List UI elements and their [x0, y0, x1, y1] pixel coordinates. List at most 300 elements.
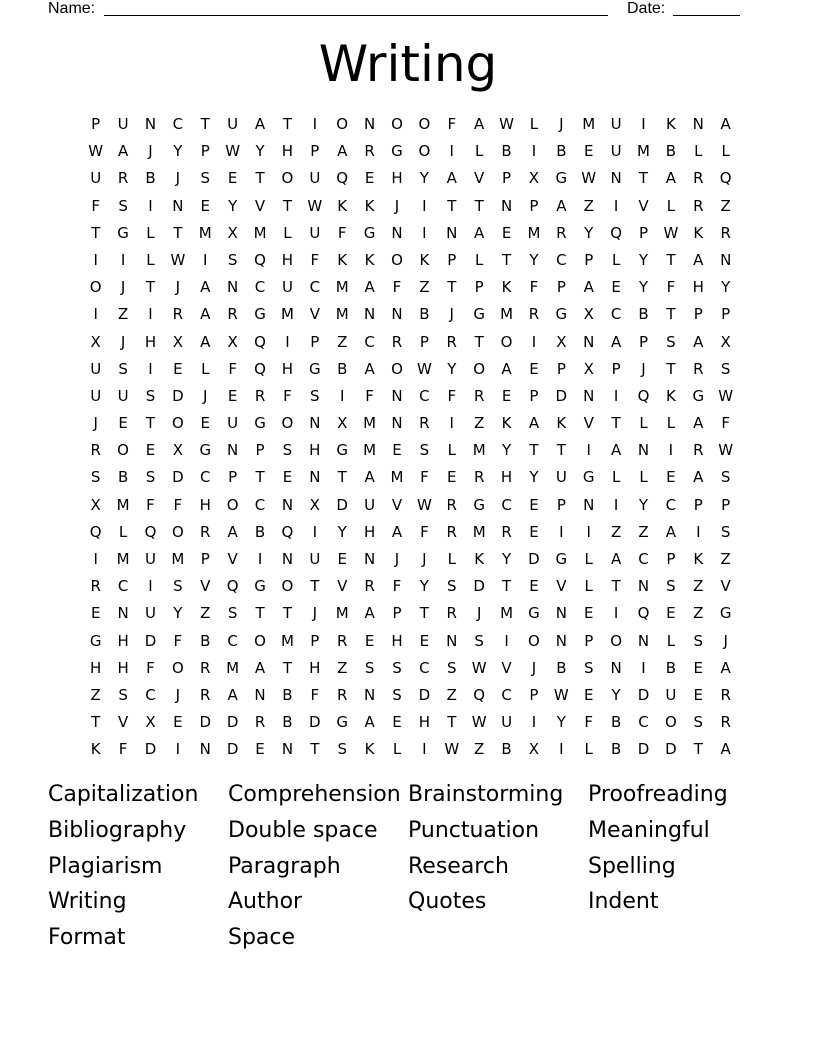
- grid-letter: L: [639, 468, 648, 487]
- grid-letter: L: [666, 196, 676, 215]
- grid-letter: F: [283, 386, 292, 405]
- grid-letter: H: [117, 631, 129, 650]
- grid-letter: M: [363, 441, 377, 460]
- grid-letter: K: [556, 414, 567, 433]
- word-list-item: Paragraph: [228, 853, 341, 879]
- grid-letter: O: [171, 522, 184, 541]
- grid-letter: H: [309, 441, 321, 460]
- grid-letter: S: [583, 658, 594, 677]
- page-title: Writing: [318, 35, 498, 93]
- grid-letter: D: [226, 740, 239, 759]
- grid-letter: P: [200, 142, 210, 161]
- grid-letter: R: [473, 468, 485, 487]
- grid-letter: D: [144, 631, 157, 650]
- grid-letter: I: [148, 577, 153, 596]
- grid-letter: T: [666, 359, 676, 378]
- grid-letter: P: [447, 250, 457, 269]
- grid-letter: F: [310, 685, 320, 704]
- grid-letter: N: [555, 604, 567, 623]
- grid-letter: D: [473, 577, 485, 596]
- grid-letter: I: [613, 386, 619, 405]
- grid-letter: O: [171, 414, 184, 433]
- grid-letter: A: [227, 522, 238, 541]
- grid-letter: N: [309, 468, 321, 487]
- grid-letter: T: [447, 278, 457, 297]
- grid-letter: E: [282, 468, 293, 487]
- grid-letter: K: [474, 550, 485, 568]
- grid-letter: L: [283, 223, 292, 242]
- grid-letter: B: [419, 305, 430, 324]
- grid-letter: T: [91, 713, 101, 732]
- grid-letter: W: [718, 441, 734, 460]
- grid-letter: J: [120, 278, 126, 297]
- grid-letter: C: [227, 631, 238, 650]
- grid-letter: V: [501, 658, 512, 677]
- grid-letter: O: [391, 250, 403, 269]
- grid-letter: U: [281, 278, 293, 297]
- grid-letter: W: [416, 495, 432, 514]
- grid-letter: I: [148, 196, 153, 215]
- grid-letter: U: [309, 550, 321, 568]
- grid-letter: C: [501, 685, 512, 704]
- grid-letter: I: [696, 522, 701, 541]
- grid-letter: N: [363, 115, 376, 133]
- grid-letter: U: [227, 115, 239, 133]
- grid-letter: G: [199, 441, 212, 460]
- grid-letter: X: [172, 332, 183, 351]
- grid-letter: P: [529, 386, 539, 405]
- grid-letter: O: [391, 359, 403, 378]
- grid-letter: Y: [529, 250, 539, 269]
- grid-letter: R: [200, 522, 211, 541]
- grid-letter: V: [227, 550, 238, 568]
- grid-letter: V: [309, 305, 320, 324]
- grid-letter: E: [611, 278, 621, 297]
- grid-letter: E: [419, 631, 430, 650]
- grid-letter: U: [90, 359, 102, 378]
- grid-letter: N: [583, 332, 595, 351]
- grid-letter: X: [337, 414, 348, 433]
- grid-letter: V: [556, 577, 567, 596]
- grid-letter: C: [419, 386, 430, 405]
- grid-letter: B: [200, 631, 211, 650]
- grid-letter: A: [364, 604, 375, 623]
- name-label: Name:: [48, 0, 96, 17]
- grid-letter: K: [337, 250, 348, 269]
- grid-letter: R: [446, 604, 457, 623]
- grid-letter: C: [200, 468, 211, 487]
- grid-letter: F: [228, 359, 237, 378]
- grid-letter: R: [391, 332, 403, 351]
- grid-letter: C: [117, 577, 129, 596]
- grid-letter: N: [637, 631, 650, 650]
- grid-letter: K: [337, 196, 348, 215]
- grid-letter: Z: [720, 196, 731, 215]
- grid-letter: I: [175, 740, 181, 759]
- grid-letter: F: [173, 631, 183, 650]
- grid-letter: I: [422, 223, 427, 242]
- grid-letter: F: [721, 414, 730, 433]
- grid-letter: R: [364, 142, 375, 161]
- grid-letter: S: [200, 169, 211, 188]
- grid-letter: G: [89, 631, 102, 650]
- grid-letter: Z: [474, 740, 485, 759]
- grid-letter: Y: [638, 278, 649, 297]
- grid-letter: M: [472, 522, 486, 541]
- grid-letter: L: [201, 359, 210, 378]
- grid-letter: I: [504, 631, 509, 650]
- grid-letter: M: [637, 142, 650, 161]
- grid-letter: I: [559, 522, 564, 541]
- grid-letter: F: [146, 658, 155, 677]
- grid-letter: Y: [611, 685, 621, 704]
- grid-letter: Q: [144, 522, 157, 541]
- grid-letter: A: [364, 359, 375, 378]
- grid-letter: C: [145, 685, 156, 704]
- grid-letter: S: [118, 196, 128, 215]
- grid-letter: R: [227, 305, 238, 324]
- grid-letter: W: [444, 740, 460, 759]
- grid-letter: V: [200, 577, 211, 596]
- grid-letter: R: [693, 441, 704, 460]
- grid-letter: N: [281, 740, 294, 759]
- grid-letter: W: [553, 685, 569, 704]
- grid-letter: M: [280, 305, 294, 324]
- grid-letter: S: [720, 522, 731, 541]
- grid-letter: A: [200, 305, 211, 324]
- grid-letter: O: [500, 332, 513, 351]
- grid-letter: O: [418, 142, 431, 161]
- grid-letter: H: [391, 631, 403, 650]
- grid-letter: G: [254, 414, 266, 433]
- grid-letter: M: [390, 468, 404, 487]
- grid-letter: H: [281, 250, 294, 269]
- grid-letter: S: [666, 577, 676, 596]
- grid-letter: S: [282, 441, 293, 460]
- grid-letter: N: [363, 305, 376, 324]
- grid-letter: G: [555, 550, 568, 568]
- grid-letter: I: [312, 522, 318, 541]
- grid-letter: F: [392, 577, 402, 596]
- grid-letter: J: [531, 658, 537, 677]
- grid-letter: P: [721, 495, 731, 514]
- grid-letter: A: [227, 685, 238, 704]
- grid-letter: I: [449, 142, 454, 161]
- grid-letter: T: [666, 250, 676, 269]
- grid-letter: F: [529, 278, 539, 297]
- grid-letter: R: [90, 441, 101, 460]
- grid-letter: O: [281, 169, 294, 188]
- grid-letter: F: [173, 495, 183, 514]
- grid-letter: R: [693, 196, 704, 215]
- grid-letter: V: [337, 577, 348, 596]
- grid-letter: A: [474, 223, 485, 242]
- grid-letter: Q: [254, 359, 266, 378]
- grid-letter: I: [93, 250, 98, 269]
- grid-letter: C: [610, 305, 622, 324]
- grid-letter: E: [693, 685, 704, 704]
- grid-letter: L: [146, 250, 155, 269]
- grid-letter: P: [556, 278, 566, 297]
- grid-letter: Y: [556, 713, 566, 732]
- grid-letter: O: [281, 414, 294, 433]
- grid-letter: J: [175, 169, 181, 188]
- grid-letter: Y: [173, 142, 183, 161]
- grid-letter: I: [93, 550, 98, 568]
- grid-letter: F: [420, 522, 429, 541]
- grid-letter: N: [199, 740, 211, 759]
- grid-letter: D: [172, 386, 184, 405]
- grid-letter: N: [281, 550, 294, 568]
- grid-letter: U: [501, 713, 513, 732]
- grid-letter: O: [473, 359, 486, 378]
- grid-letter: I: [203, 250, 208, 269]
- grid-letter: I: [613, 196, 619, 215]
- grid-letter: H: [281, 142, 294, 161]
- grid-letter: Z: [117, 305, 129, 324]
- date-label: Date:: [627, 0, 666, 17]
- grid-letter: E: [90, 604, 101, 623]
- grid-letter: D: [555, 386, 568, 405]
- grid-letter: T: [337, 468, 347, 487]
- grid-letter: L: [639, 414, 648, 433]
- grid-letter: E: [392, 441, 402, 460]
- grid-letter: P: [310, 142, 320, 161]
- grid-letter: P: [638, 223, 649, 242]
- grid-letter: V: [638, 196, 649, 215]
- grid-letter: T: [282, 658, 293, 677]
- grid-letter: A: [200, 278, 211, 297]
- grid-letter: F: [584, 713, 594, 732]
- grid-letter: M: [253, 223, 267, 242]
- grid-letter: Z: [693, 604, 704, 623]
- grid-letter: R: [446, 495, 457, 514]
- grid-letter: S: [392, 658, 402, 677]
- grid-letter: S: [392, 685, 402, 704]
- grid-letter: I: [257, 550, 263, 568]
- grid-letter: A: [693, 414, 704, 433]
- grid-letter: T: [611, 577, 621, 596]
- grid-letter: B: [254, 522, 266, 541]
- grid-letter: A: [720, 115, 731, 133]
- grid-letter: E: [501, 223, 512, 242]
- grid-letter: B: [501, 740, 512, 759]
- grid-letter: Y: [228, 196, 238, 215]
- grid-letter: O: [418, 115, 431, 133]
- grid-letter: E: [693, 658, 704, 677]
- grid-letter: P: [638, 332, 649, 351]
- grid-letter: E: [529, 577, 539, 596]
- grid-letter: N: [555, 631, 567, 650]
- grid-letter: G: [254, 305, 266, 324]
- grid-letter: A: [610, 550, 622, 568]
- grid-letter: W: [88, 142, 104, 161]
- grid-letter: E: [666, 468, 676, 487]
- grid-letter: R: [117, 169, 129, 188]
- grid-letter: M: [335, 278, 349, 297]
- grid-letter: L: [584, 550, 593, 568]
- grid-letter: B: [665, 658, 677, 677]
- grid-letter: A: [693, 332, 704, 351]
- grid-letter: Y: [638, 250, 649, 269]
- grid-letter: B: [610, 740, 622, 759]
- grid-letter: Y: [173, 604, 183, 623]
- grid-letter: H: [500, 468, 513, 487]
- grid-letter: E: [666, 604, 676, 623]
- grid-letter: L: [392, 740, 402, 759]
- grid-letter: R: [720, 685, 731, 704]
- grid-letter: X: [227, 332, 238, 351]
- grid-letter: W: [471, 713, 487, 732]
- grid-letter: G: [336, 441, 349, 460]
- grid-letter: K: [665, 115, 676, 133]
- grid-letter: M: [335, 604, 349, 623]
- grid-letter: U: [665, 685, 677, 704]
- grid-letter: G: [719, 604, 732, 623]
- grid-letter: F: [146, 495, 155, 514]
- grid-letter: Y: [255, 142, 265, 161]
- grid-letter: T: [447, 196, 457, 215]
- grid-letter: L: [447, 550, 456, 568]
- grid-letter: K: [364, 740, 375, 759]
- grid-letter: T: [693, 740, 703, 759]
- grid-letter: N: [610, 169, 622, 188]
- grid-letter: N: [172, 196, 184, 215]
- grid-letter: R: [172, 305, 184, 324]
- grid-letter: X: [528, 169, 540, 188]
- grid-letter: O: [281, 577, 294, 596]
- grid-letter: A: [364, 278, 375, 297]
- grid-letter: E: [200, 196, 210, 215]
- grid-letter: T: [91, 223, 101, 242]
- grid-letter: Q: [254, 332, 266, 351]
- grid-letter: U: [309, 169, 321, 188]
- grid-letter: E: [227, 386, 238, 405]
- grid-letter: N: [363, 685, 376, 704]
- word-list-item: Capitalization: [48, 782, 199, 807]
- grid-letter: D: [665, 740, 677, 759]
- grid-letter: P: [584, 250, 594, 269]
- grid-letter: W: [225, 142, 241, 161]
- grid-letter: L: [584, 740, 593, 759]
- grid-letter: L: [694, 142, 703, 161]
- grid-letter: A: [117, 142, 129, 161]
- grid-letter: R: [419, 414, 430, 433]
- grid-letter: G: [528, 604, 540, 623]
- grid-letter: N: [391, 386, 403, 405]
- grid-letter: G: [555, 169, 568, 188]
- grid-letter: N: [391, 223, 403, 242]
- grid-letter: Y: [501, 550, 512, 568]
- grid-letter: W: [581, 169, 597, 188]
- grid-letter: R: [446, 332, 457, 351]
- grid-letter: E: [173, 713, 183, 732]
- grid-letter: J: [175, 685, 181, 704]
- grid-letter: N: [500, 196, 513, 215]
- grid-letter: Z: [337, 658, 348, 677]
- grid-letter: S: [447, 577, 457, 596]
- grid-letter: I: [559, 740, 564, 759]
- grid-letter: T: [474, 196, 484, 215]
- word-list-item: Indent: [588, 889, 659, 915]
- grid-letter: S: [118, 685, 128, 704]
- grid-letter: S: [666, 332, 676, 351]
- grid-letter: M: [472, 441, 486, 460]
- grid-letter: I: [586, 522, 591, 541]
- grid-letter: Q: [610, 223, 623, 242]
- grid-letter: B: [638, 305, 649, 324]
- grid-letter: Q: [281, 522, 294, 541]
- grid-letter: L: [529, 115, 539, 133]
- grid-letter: X: [90, 332, 101, 351]
- grid-letter: I: [641, 658, 646, 677]
- grid-letter: Y: [501, 441, 512, 460]
- grid-letter: V: [720, 577, 731, 596]
- grid-letter: R: [254, 386, 266, 405]
- grid-letter: S: [337, 740, 347, 759]
- grid-letter: Z: [583, 196, 594, 215]
- grid-letter: M: [198, 223, 212, 242]
- grid-letter: N: [391, 414, 403, 433]
- grid-letter: J: [394, 550, 400, 568]
- grid-letter: S: [693, 631, 704, 650]
- grid-letter: J: [422, 550, 427, 568]
- grid-letter: Q: [336, 169, 349, 188]
- grid-letter: I: [449, 414, 454, 433]
- grid-letter: U: [309, 223, 321, 242]
- grid-letter: L: [118, 522, 128, 541]
- grid-letter: F: [447, 386, 457, 405]
- grid-letter: I: [531, 332, 537, 351]
- grid-letter: A: [364, 713, 375, 732]
- grid-letter: J: [449, 305, 454, 324]
- grid-letter: U: [610, 115, 622, 133]
- grid-letter: F: [337, 223, 347, 242]
- grid-letter: D: [199, 713, 212, 732]
- grid-letter: I: [93, 305, 98, 324]
- grid-letter: N: [227, 278, 239, 297]
- grid-letter: D: [528, 550, 540, 568]
- grid-letter: Y: [584, 223, 594, 242]
- grid-letter: S: [720, 468, 731, 487]
- grid-letter: K: [693, 223, 704, 242]
- grid-letter: F: [118, 740, 128, 759]
- grid-letter: P: [474, 278, 484, 297]
- grid-letter: S: [720, 359, 731, 378]
- grid-letter: I: [339, 386, 345, 405]
- grid-letter: K: [665, 386, 676, 405]
- grid-letter: M: [527, 223, 541, 242]
- grid-letter: Q: [89, 522, 102, 541]
- grid-letter: H: [391, 169, 403, 188]
- grid-letter: Q: [637, 386, 650, 405]
- grid-letter: X: [309, 495, 320, 514]
- grid-letter: L: [611, 468, 621, 487]
- grid-letter: Z: [638, 522, 649, 541]
- grid-letter: J: [120, 332, 126, 351]
- grid-letter: Y: [419, 169, 429, 188]
- grid-letter: P: [611, 359, 621, 378]
- grid-letter: A: [610, 441, 622, 460]
- grid-letter: G: [117, 223, 129, 242]
- grid-letter: C: [665, 495, 677, 514]
- grid-letter: I: [641, 115, 646, 133]
- grid-letter: R: [336, 685, 348, 704]
- grid-letter: B: [117, 468, 129, 487]
- grid-letter: V: [391, 495, 403, 514]
- grid-letter: S: [118, 359, 128, 378]
- grid-letter: O: [336, 115, 349, 133]
